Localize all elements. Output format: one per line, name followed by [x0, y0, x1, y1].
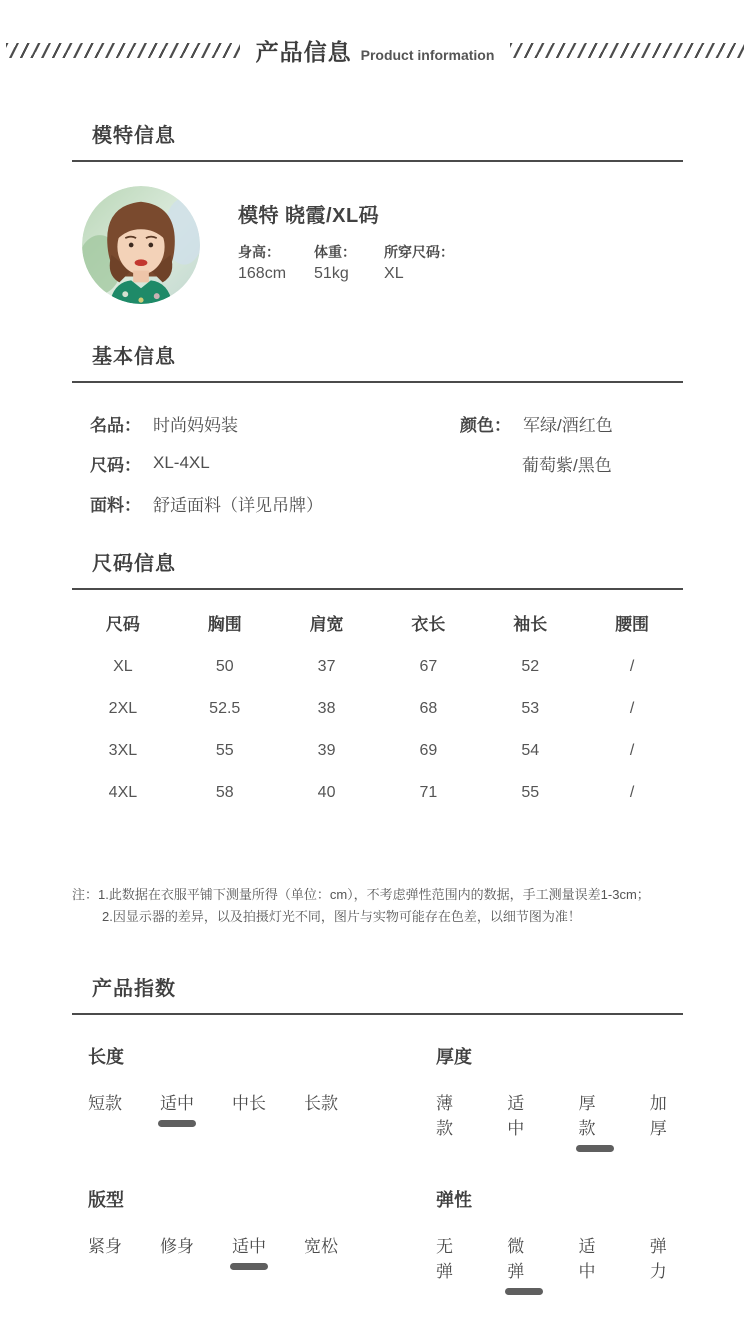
- model-stat: [314, 242, 356, 283]
- hatch-decoration-right: [510, 43, 744, 58]
- size-table-cell: 71: [419, 784, 438, 801]
- color-value-1: 军绿/酒红色: [523, 415, 613, 435]
- model-stat-label: 身高：: [238, 244, 280, 260]
- index-option-selected: 厚款: [579, 1089, 612, 1152]
- basic-info-row: [90, 483, 460, 523]
- size-table-cell: 55: [215, 742, 234, 759]
- size-table-cell: 68: [419, 700, 438, 717]
- basic-info-right-column: [460, 403, 613, 523]
- size-table-cell: /: [629, 700, 635, 717]
- size-table-cell: /: [629, 658, 635, 675]
- size-table-cell: 54: [521, 742, 540, 759]
- index-option: 适中: [578, 1237, 596, 1281]
- index-option: 修身: [160, 1237, 194, 1256]
- measurement-notes: [72, 884, 683, 928]
- section-basic-info: [72, 340, 683, 523]
- section-product-index: [72, 972, 683, 1319]
- model-stats: [238, 242, 454, 283]
- size-table-cell: 3XL: [108, 742, 138, 759]
- index-group-label: 版型: [88, 1190, 124, 1210]
- index-option: 无弹: [436, 1237, 453, 1281]
- index-group-弹性: [436, 1176, 683, 1309]
- basic-info-value: 时尚妈妈装: [153, 415, 238, 435]
- size-table: [72, 598, 683, 814]
- color-row: [460, 403, 613, 443]
- size-table-cell: XL: [113, 658, 133, 675]
- basic-info-label: 面料：: [90, 495, 141, 515]
- size-column-header: 尺码: [105, 614, 140, 634]
- index-group-label: 厚度: [436, 1047, 472, 1067]
- size-table-header-row: [72, 598, 683, 646]
- size-column-header: 肩宽: [309, 614, 344, 634]
- index-option: 薄款: [436, 1094, 453, 1138]
- model-stat: [238, 242, 286, 283]
- basic-info-label: 尺码：: [90, 455, 141, 475]
- model-stat-value: XL: [384, 265, 404, 282]
- size-table-cell: 69: [419, 742, 438, 759]
- index-option: 长款: [304, 1094, 338, 1113]
- basic-info-row: [90, 443, 460, 483]
- size-table-cell: 52.5: [209, 700, 241, 717]
- model-info-heading: 模特信息: [92, 125, 176, 147]
- index-option: 弹力: [649, 1237, 667, 1281]
- index-option: 紧身: [88, 1237, 122, 1256]
- size-table-cell: 52: [521, 658, 540, 675]
- note-line-2: 2.因显示器的差异，以及拍摄灯光不同，图片与实物可能存在色差，以细节图为准！: [102, 909, 581, 924]
- model-stat-label: 体重：: [314, 244, 357, 260]
- size-table-cell: /: [629, 742, 635, 759]
- index-option: 加厚: [649, 1094, 667, 1138]
- index-options: [88, 1232, 436, 1270]
- index-option-selected: 适中: [232, 1232, 266, 1270]
- index-option: 宽松: [304, 1237, 338, 1256]
- size-table-cell: 50: [215, 658, 234, 675]
- product-index-heading: 产品指数: [92, 978, 176, 1000]
- note-line-1: 注：1.此数据在衣服平铺下测量所得（单位：cm），不考虑弹性范围内的数据，手工测量误差1-3cm；: [72, 887, 650, 902]
- size-table-cell: 4XL: [108, 784, 138, 801]
- color-row-2: [460, 443, 613, 483]
- size-table-row: [72, 646, 683, 688]
- size-table-row: [72, 688, 683, 730]
- basic-info-value: 舒适面料（详见吊牌）: [153, 495, 323, 515]
- section-size-info: [72, 547, 683, 928]
- model-stat-label: 所穿尺码：: [384, 244, 455, 260]
- index-option: 中长: [232, 1094, 266, 1113]
- size-table-cell: 2XL: [108, 700, 138, 717]
- model-name: 模特 晓霞/XL码: [238, 205, 380, 227]
- size-table-body: [72, 646, 683, 814]
- size-column-header: 衣长: [411, 614, 446, 634]
- size-table-cell: 55: [521, 784, 540, 801]
- section-divider: [72, 1013, 683, 1015]
- size-column-header: 袖长: [513, 614, 548, 634]
- size-table-cell: 58: [215, 784, 234, 801]
- color-label: 颜色：: [460, 415, 511, 435]
- index-options: [88, 1089, 436, 1127]
- index-option-selected: 微弹: [507, 1232, 540, 1295]
- color-value-2: 葡萄紫/黑色: [522, 455, 612, 475]
- banner-title-cn: 产品信息: [255, 39, 352, 65]
- size-column-header: 胸围: [207, 614, 242, 634]
- index-group-长度: [88, 1033, 436, 1166]
- size-table-cell: 39: [317, 742, 336, 759]
- index-option: 短款: [88, 1094, 122, 1113]
- basic-info-label: 名品：: [90, 415, 141, 435]
- model-stat-value: 168cm: [238, 265, 287, 282]
- index-options: [436, 1232, 683, 1295]
- banner: [6, 34, 744, 67]
- section-divider: [72, 588, 683, 590]
- section-divider: [72, 160, 683, 162]
- basic-info-heading: 基本信息: [92, 346, 176, 368]
- product-index-grid: [72, 1033, 683, 1319]
- hatch-decoration-left: [6, 43, 240, 58]
- basic-info-value: XL-4XL: [153, 453, 210, 472]
- index-group-label: 弹性: [436, 1190, 472, 1210]
- size-table-cell: 40: [317, 784, 336, 801]
- size-table-cell: 67: [419, 658, 438, 675]
- index-group-厚度: [436, 1033, 683, 1166]
- banner-title: [256, 34, 495, 67]
- basic-info-row: [90, 403, 460, 443]
- size-table-cell: 53: [521, 700, 540, 717]
- size-table-row: [72, 772, 683, 814]
- size-table-row: [72, 730, 683, 772]
- banner-title-en: Product information: [360, 47, 495, 63]
- product-information-page: [0, 34, 750, 1281]
- index-options: [436, 1089, 683, 1152]
- size-column-header: 腰围: [615, 614, 650, 634]
- index-option-selected: 适中: [160, 1089, 194, 1127]
- model-stat: [384, 242, 454, 283]
- section-divider: [72, 381, 683, 383]
- model-photo: [82, 186, 200, 304]
- size-table-cell: 37: [317, 658, 336, 675]
- index-group-版型: [88, 1176, 436, 1309]
- index-group-label: 长度: [88, 1047, 124, 1067]
- size-info-heading: 尺码信息: [92, 553, 176, 575]
- model-stat-value: 51kg: [314, 265, 349, 282]
- size-table-cell: 38: [317, 700, 336, 717]
- index-option: 适中: [507, 1094, 525, 1138]
- basic-info-left-column: [90, 403, 460, 523]
- size-table-cell: /: [629, 784, 635, 801]
- section-model-info: [72, 119, 683, 304]
